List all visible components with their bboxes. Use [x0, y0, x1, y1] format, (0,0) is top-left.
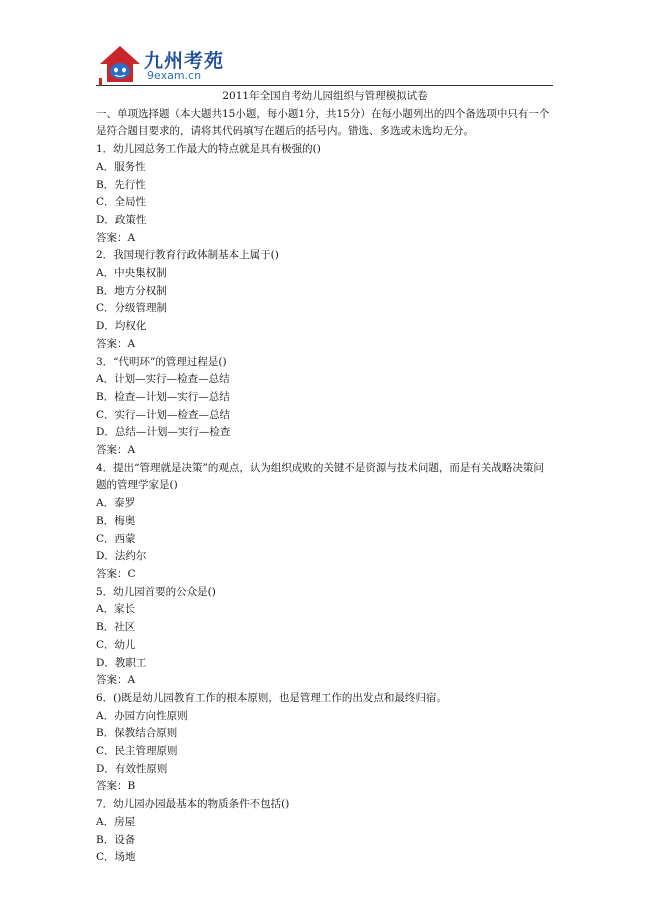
question-option: A．办园方向性原则	[96, 709, 188, 722]
question-option: B．地方分权制	[96, 284, 167, 297]
question-option: D．均权化	[96, 320, 147, 333]
section-heading: 一、单项选择题（本大题共15小题，每小题1分，共15分）在每小题列出的四个备选项中只有一个是符合题目要求的，请将其代码填写在题后的括号内。错选、多选或未选均无分。	[96, 107, 550, 138]
document-body	[96, 88, 554, 867]
question-item	[96, 247, 554, 353]
question-item	[96, 584, 554, 690]
question-option: C．全局性	[96, 196, 147, 209]
question-stem: 6．()既是幼儿园教育工作的根本原则，也是管理工作的出发点和最终归宿。	[96, 691, 447, 704]
question-option: D．政策性	[96, 213, 147, 226]
question-stem: 5．幼儿园首要的公众是()	[96, 585, 216, 598]
question-stem: 1．幼儿园总务工作最大的特点就是具有极强的()	[96, 143, 321, 156]
doc-title: 2011年全国自考幼儿园组织与管理模拟试卷	[222, 90, 428, 102]
question-option: A．中央集权制	[96, 267, 167, 280]
question-option: B．先行性	[96, 178, 146, 191]
question-list	[96, 141, 554, 867]
page-header	[96, 42, 556, 88]
question-option: C．实行—计划—检查—总结	[96, 408, 231, 421]
question-item	[96, 460, 554, 584]
question-option: D．法约尔	[96, 550, 147, 563]
question-option: B．梅奥	[96, 514, 136, 527]
header-rule	[96, 85, 553, 86]
question-option: C．分级管理制	[96, 302, 168, 315]
brand-name: 九州考苑	[144, 50, 225, 72]
question-option: B．社区	[96, 621, 136, 634]
question-option: D．有效性原则	[96, 762, 168, 775]
question-stem: 3．“代明环”的管理过程是()	[96, 355, 227, 368]
question-item	[96, 141, 554, 247]
question-answer: 答案：A	[96, 444, 136, 457]
question-option: A．服务性	[96, 160, 146, 173]
question-option: C．场地	[96, 851, 136, 864]
question-option: B．设备	[96, 833, 136, 846]
question-item	[96, 354, 554, 460]
house-logo-icon	[96, 42, 144, 86]
question-stem: 7．幼儿园办园最基本的物质条件不包括()	[96, 798, 290, 811]
question-answer: 答案：A	[96, 231, 136, 244]
question-option: C．幼儿	[96, 638, 136, 651]
question-answer: 答案：B	[96, 780, 136, 793]
question-answer: 答案：A	[96, 674, 136, 687]
question-answer: 答案：A	[96, 337, 136, 350]
question-option: B．保教结合原则	[96, 727, 178, 740]
question-option: A．家长	[96, 603, 136, 616]
question-stem: 2．我国现行教育行政体制基本上属于()	[96, 249, 279, 262]
question-answer: 答案：C	[96, 567, 136, 580]
question-option: A．计划—实行—检查—总结	[96, 373, 230, 386]
question-option: A．房屋	[96, 815, 136, 828]
question-option: B．检查—计划—实行—总结	[96, 390, 230, 403]
question-option: D．教职工	[96, 656, 147, 669]
question-option: A．泰罗	[96, 497, 136, 510]
question-item	[96, 690, 554, 796]
question-option: C．西蒙	[96, 532, 136, 545]
question-option: C．民主管理原则	[96, 745, 178, 758]
question-stem: 4．提出“管理就是决策”的观点，认为组织成败的关键不是资源与技术问题，而是有关战略决策问题的管理学家是()	[96, 461, 544, 492]
brand-site: 9exam.cn	[147, 69, 202, 82]
question-option: D．总结—计划—实行—检查	[96, 426, 231, 439]
question-item	[96, 796, 554, 867]
